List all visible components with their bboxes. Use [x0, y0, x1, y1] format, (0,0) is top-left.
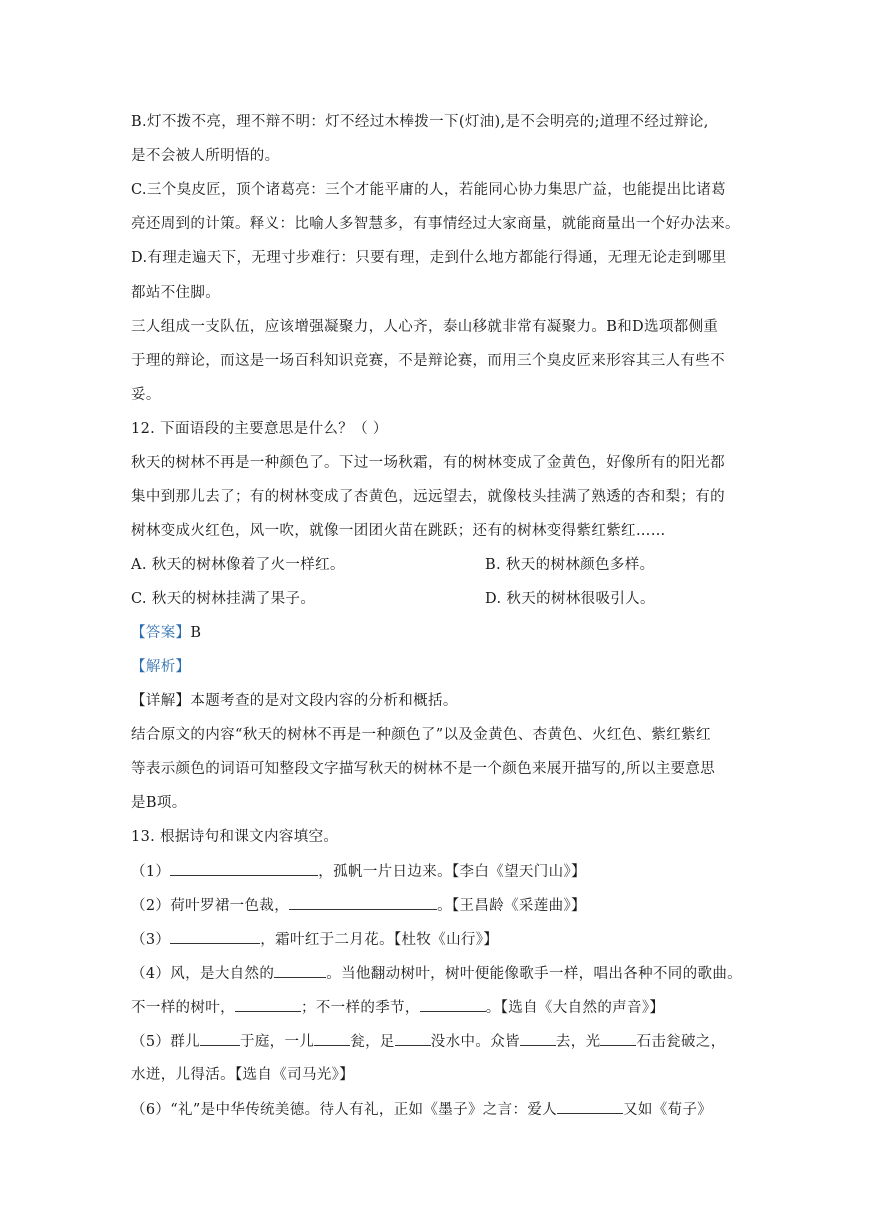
item-text: 去，光: [555, 1034, 601, 1050]
option-c: C. 秋天的树林挂满了果子。: [131, 591, 316, 607]
item-text: （6）“礼”是中华传统美德。待人有礼，正如《墨子》之言：爱人: [131, 1102, 558, 1118]
fill-item-6: [131, 1099, 712, 1120]
item-text: ；不一样的季节，: [300, 1000, 420, 1016]
passage-line: 秋天的树林不再是一种颜色了。下过一场秋霜，有的树林变成了金黄色，好像所有的阳光都: [131, 455, 725, 471]
item-text: ，孤帆一片日边来。【李白《望天门山》】: [318, 864, 586, 880]
explanation-line: 结合原文的内容“秋天的树林不再是一种颜色了”以及金黄色、杏黄色、火红色、紫红紫红: [131, 727, 711, 743]
passage-line: 树林变成火红色，风一吹，就像一团团火苗在跳跃；还有的树林变得紫红紫红……: [131, 523, 666, 539]
analysis-line: 三人组成一支队伍，应该增强凝聚力，人心齐，泰山移就非常有凝聚力。B和D选项都侧重: [131, 319, 719, 335]
question-12: 12. 下面语段的主要意思是什么？（ ）: [131, 421, 388, 437]
item-text: （2）荷叶罗裙一色裁，: [131, 898, 290, 914]
answer-blank[interactable]: [170, 929, 260, 944]
answer-tag: 【答案】: [131, 625, 191, 641]
item-text: （4）风，是大自然的: [131, 966, 275, 982]
item-text: 瓮，足: [350, 1034, 395, 1050]
item-text: ，霜叶红于二月花。【杜牧《山行》】: [260, 932, 499, 948]
item-text: （1）: [131, 864, 171, 880]
detail-tag: 【详解】: [131, 693, 191, 709]
item-text: 又如《荀子》: [623, 1102, 713, 1118]
item-text: （3）: [131, 932, 171, 948]
item-text: 于庭，一儿: [239, 1034, 315, 1050]
analysis-line: 妥。: [131, 387, 161, 403]
passage-line: 集中到那儿去了；有的树林变成了杏黄色，远远望去，就像枝头挂满了熟透的杏和梨；有的: [131, 489, 725, 505]
fill-item-2: [131, 895, 586, 916]
answer-blank[interactable]: [420, 997, 486, 1012]
item-text: 石击瓮破之，: [636, 1034, 726, 1050]
fill-item-5a: [131, 1031, 726, 1052]
fill-item-4a: [131, 963, 742, 984]
answer-line: [131, 623, 201, 643]
question-13: 13. 根据诗句和课文内容填空。: [131, 829, 339, 845]
analysis-line: B.灯不拨不亮，理不辩不明：灯不经过木棒拨一下(灯油),是不会明亮的;道理不经过辩论,: [131, 114, 709, 130]
analysis-line: 于理的辩论，而这是一场百科知识竞赛，不是辩论赛，而用三个臭皮匠来形容其三人有些不: [131, 353, 725, 369]
option-b: B. 秋天的树林颜色多样。: [485, 557, 655, 573]
answer-blank[interactable]: [314, 1031, 350, 1046]
answer-blank[interactable]: [520, 1031, 556, 1046]
analysis-line: 都站不住脚。: [131, 285, 221, 301]
fill-item-4b: [131, 997, 664, 1018]
fill-item-1: [131, 861, 586, 882]
answer-blank[interactable]: [395, 1031, 431, 1046]
analysis-line: D.有理走遍天下，无理寸步难行：只要有理，走到什么地方都能行得通，无理无论走到哪里: [131, 250, 727, 266]
item-text: （5）群儿: [131, 1034, 200, 1050]
item-text: 。【选自《大自然的声音》】: [485, 1000, 665, 1016]
detail-text: 本题考查的是对文段内容的分析和概括。: [190, 693, 458, 709]
answer-blank[interactable]: [170, 861, 318, 876]
option-a: A. 秋天的树林像着了火一样红。: [131, 557, 345, 573]
detail-line: [131, 691, 458, 711]
item-text: 没水中。众皆: [430, 1034, 520, 1050]
answer-blank[interactable]: [289, 895, 437, 910]
answer-blank[interactable]: [274, 963, 326, 978]
answer-value: B: [190, 625, 202, 641]
item-text: 不一样的树叶，: [131, 1000, 235, 1016]
fill-item-3: [131, 929, 498, 950]
analysis-line: 是不会被人所明悟的。: [131, 148, 280, 164]
answer-blank[interactable]: [200, 1031, 240, 1046]
answer-blank[interactable]: [600, 1031, 636, 1046]
analysis-line: C.三个臭皮匠，顶个诸葛亮：三个才能平庸的人，若能同心协力集思广益，也能提出比诸葛: [131, 182, 727, 198]
item-text: 。当他翻动树叶，树叶便能像歌手一样，唱出各种不同的歌曲。: [326, 966, 743, 982]
answer-blank[interactable]: [557, 1099, 623, 1114]
answer-blank[interactable]: [235, 997, 301, 1012]
explanation-line: 是B项。: [131, 795, 187, 811]
explanation-line: 等表示颜色的词语可知整段文字描写秋天的树林不是一个颜色来展开描写的,所以主要意思: [131, 761, 716, 777]
analysis-line: 亮还周到的计策。释义：比喻人多智慧多，有事情经过大家商量，就能商量出一个好办法来。: [131, 216, 740, 232]
item-text: 。【王昌龄《采莲曲》】: [437, 898, 586, 914]
fill-item-5b: 水迸，儿得活。【选自《司马光》】: [131, 1067, 355, 1083]
option-d: D. 秋天的树林很吸引人。: [485, 591, 655, 607]
analysis-tag: 【解析】: [131, 659, 191, 675]
